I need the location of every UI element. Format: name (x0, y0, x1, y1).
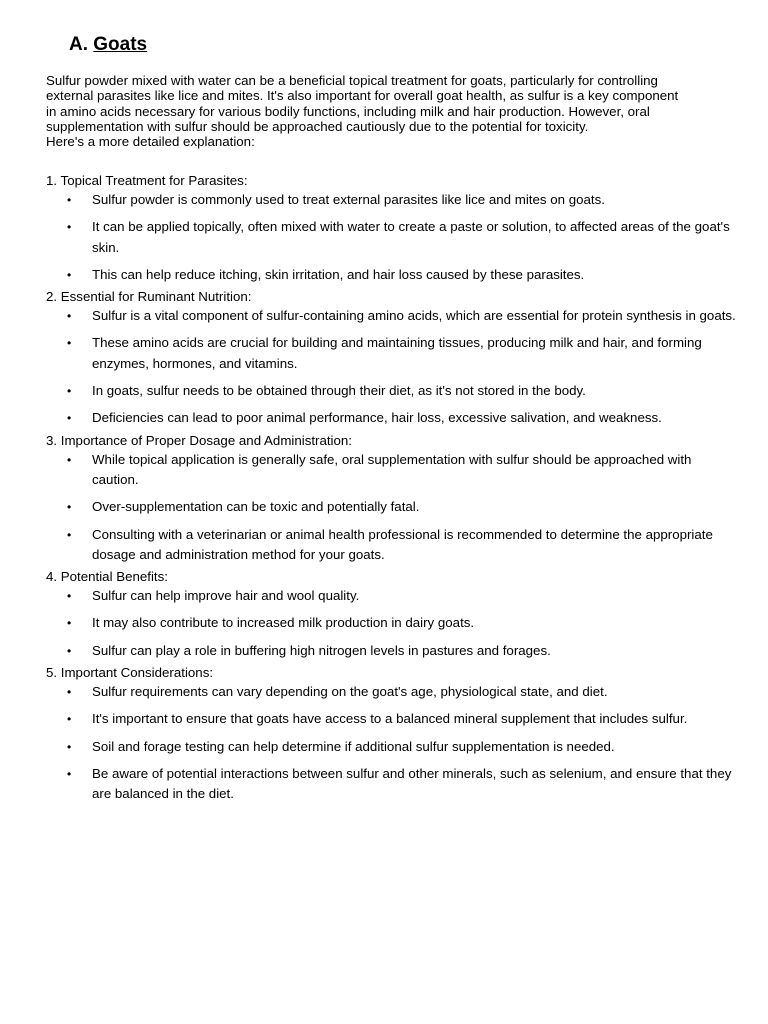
list-item-text: These amino acids are crucial for building and maintaining tissues, producing milk and hair, and forming enzymes, hormones, and vitamins. (92, 335, 702, 371)
list-item (46, 265, 736, 285)
list-item (46, 497, 736, 517)
list-item (46, 613, 736, 633)
intro-line: Sulfur powder mixed with water can be a beneficial topical treatment for goats, particularly for controlling (46, 73, 658, 88)
intro-line: Here's a more detailed explanation: (46, 134, 255, 150)
section-heading: 5. Important Considerations: (46, 665, 214, 681)
list-item (46, 381, 736, 401)
title-text: Goats (93, 34, 148, 55)
list-item-text: It may also contribute to increased milk production in dairy goats. (92, 615, 475, 631)
bullet-icon: • (67, 336, 72, 351)
intro-line: supplementation with sulfur should be approached cautiously due to the potential for toxicity. (46, 118, 589, 134)
list-item (46, 306, 736, 326)
list-item (46, 682, 736, 702)
bullet-icon: • (67, 589, 72, 604)
list-item (46, 641, 736, 661)
bullet-icon: • (67, 267, 72, 282)
list-item (46, 333, 736, 374)
list-item-text: This can help reduce itching, skin irritation, and hair loss caused by these parasites. (92, 266, 585, 282)
list-item-text: Sulfur powder is commonly used to treat external parasites like lice and mites on goats. (92, 192, 605, 207)
list-item-text: Soil and forage testing can help determine if additional sulfur supplementation is needed. (92, 738, 615, 754)
bullet-icon: • (67, 527, 72, 542)
bullet-list (46, 586, 736, 661)
title-prefix: A. (69, 34, 88, 55)
list-item-text: Be aware of potential interactions between sulfur and other minerals, such as selenium, and ensure that they are balanced in the diet. (92, 765, 732, 802)
list-item (46, 450, 736, 491)
bullet-list (46, 450, 736, 565)
list-item (46, 217, 736, 258)
list-item (46, 408, 736, 428)
bullet-icon: • (67, 766, 72, 781)
list-item-text: Sulfur can play a role in buffering high nitrogen levels in pastures and forages. (92, 642, 551, 658)
list-item (46, 586, 736, 606)
intro-line: in amino acids necessary for various bodily functions, including milk and hair production. However, oral (46, 103, 650, 119)
bullet-icon: • (67, 643, 72, 658)
bullet-list (46, 682, 736, 804)
section-heading: 2. Essential for Ruminant Nutrition: (46, 289, 252, 305)
list-item (46, 764, 736, 805)
bullet-list (46, 190, 736, 285)
bullet-list (46, 306, 736, 428)
page-title (69, 34, 147, 56)
intro-line: external parasites like lice and mites. It's also important for overall goat health, as sulfur is a key component (46, 88, 679, 104)
bullet-icon: • (67, 712, 72, 727)
section-heading: 3. Importance of Proper Dosage and Administration: (46, 432, 352, 448)
list-item-text: Consulting with a veterinarian or animal health professional is recommended to determine the appropriate dosage and administration method for your goats. (92, 526, 713, 562)
bullet-icon: • (67, 411, 72, 426)
bullet-icon: • (67, 685, 72, 700)
list-item-text: Sulfur requirements can vary depending on the goat's age, physiological state, and diet. (92, 684, 608, 700)
list-item-text: Over-supplementation can be toxic and potentially fatal. (92, 499, 420, 515)
section-heading: 4. Potential Benefits: (46, 569, 168, 585)
bullet-icon: • (67, 309, 72, 324)
list-item-text: Sulfur can help improve hair and wool quality. (92, 588, 360, 604)
bullet-icon: • (67, 500, 72, 515)
list-item (46, 525, 736, 566)
list-item-text: It can be applied topically, often mixed with water to create a paste or solution, to affected areas of the goat's skin. (92, 219, 730, 255)
bullet-icon: • (67, 616, 72, 631)
sections-list (46, 171, 736, 807)
bullet-icon: • (67, 384, 72, 399)
bullet-icon: • (67, 739, 72, 754)
list-item (46, 190, 736, 210)
list-item-text: It's important to ensure that goats have access to a balanced mineral supplement that includes sulfur. (92, 711, 688, 727)
list-item-text: Deficiencies can lead to poor animal performance, hair loss, excessive salivation, and weakness. (92, 410, 662, 426)
list-item-text: In goats, sulfur needs to be obtained through their diet, as it's not stored in the body. (92, 383, 586, 399)
list-item (46, 737, 736, 757)
bullet-icon: • (67, 452, 72, 467)
list-item-text: While topical application is generally safe, oral supplementation with sulfur should be approached with caution. (92, 451, 692, 487)
bullet-icon: • (67, 193, 72, 207)
list-item-text: Sulfur is a vital component of sulfur-containing amino acids, which are essential for protein synthesis in goats. (92, 308, 736, 324)
bullet-icon: • (67, 220, 72, 235)
section-heading: 1. Topical Treatment for Parasites: (46, 173, 248, 188)
intro-paragraph (46, 73, 736, 149)
list-item (46, 709, 736, 729)
